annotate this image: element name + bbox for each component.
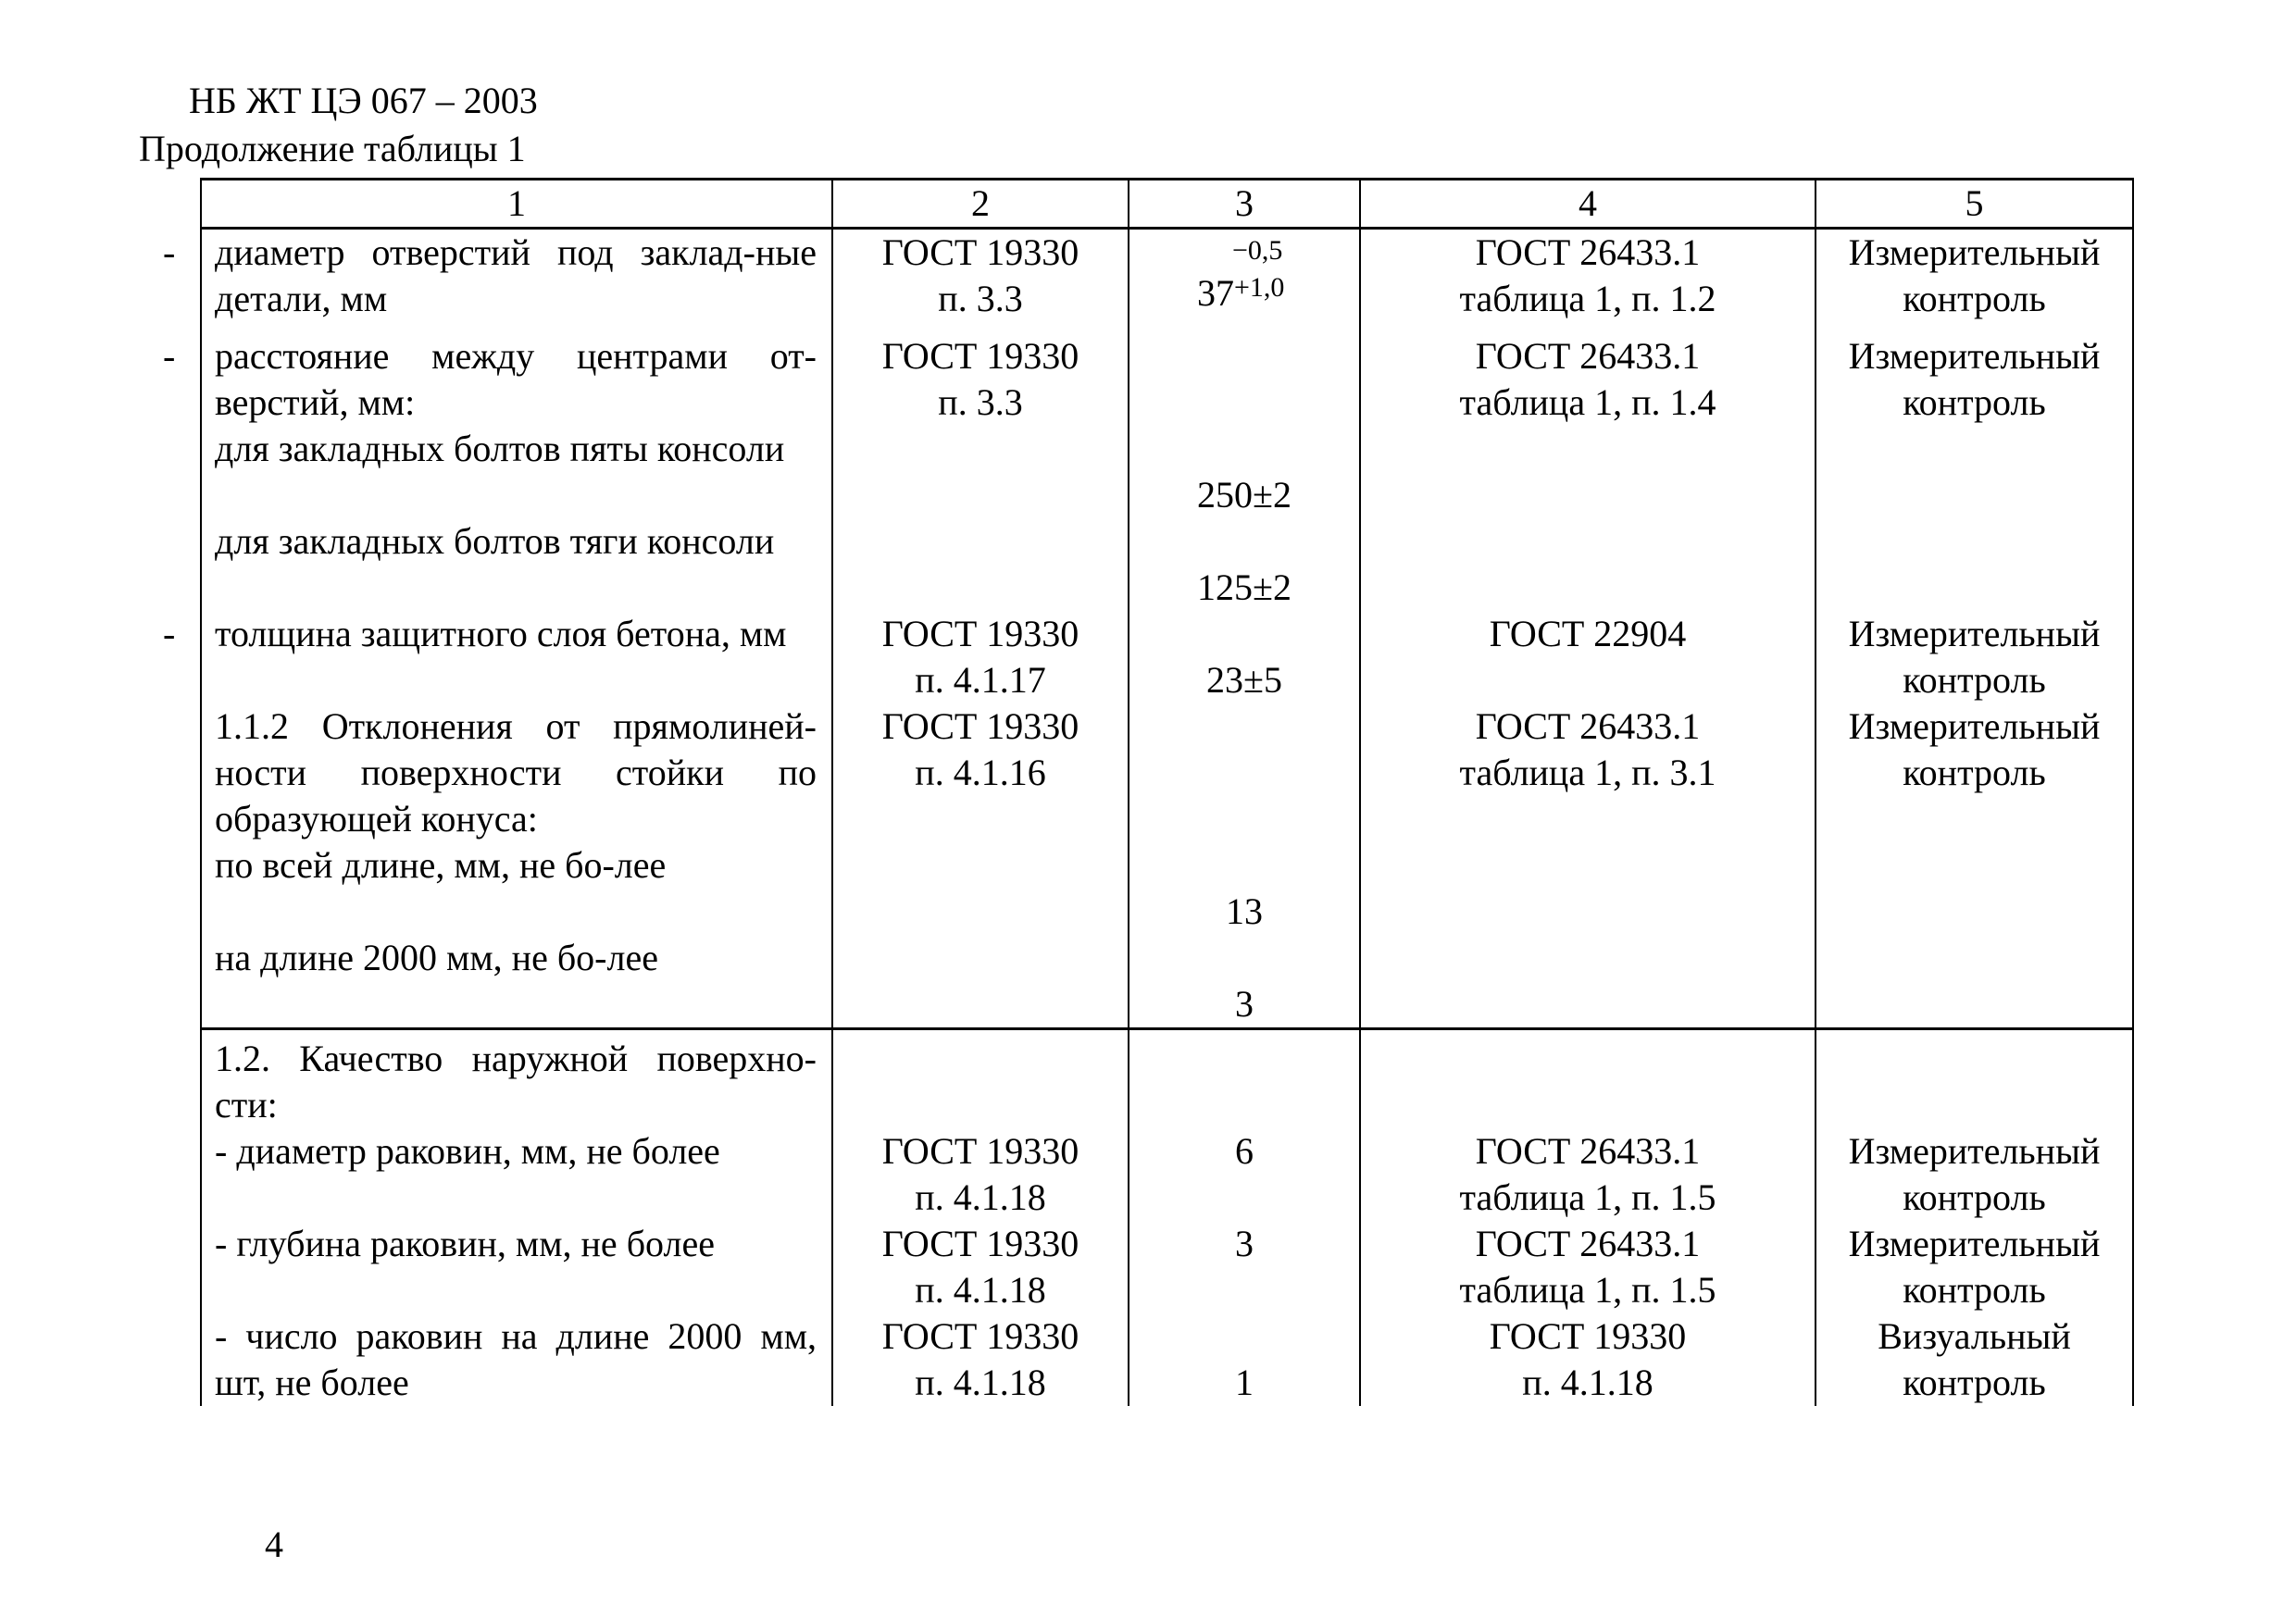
- control-type-cell: Визуальный контроль: [1816, 1313, 2133, 1406]
- value-cell: 23±5: [1129, 611, 1360, 703]
- value-cell: 125±2: [1129, 518, 1360, 611]
- value-cell: 3: [1129, 935, 1360, 1029]
- parameter-cell: 1.1.2 Отклонения от прямолиней-ности поверхности стойки по образующей конуса:: [201, 703, 832, 842]
- table-row: [201, 426, 2133, 518]
- tolerance-value: 37 −0,5 +1,0: [1197, 235, 1285, 314]
- table-row: [201, 229, 2133, 334]
- normative-doc-cell: ГОСТ 19330 п. 4.1.18: [832, 1221, 1129, 1313]
- value-cell: 13: [1129, 842, 1360, 935]
- control-type-cell: [1816, 935, 2133, 1029]
- table-row: [201, 1128, 2133, 1221]
- column-header: 2: [832, 180, 1129, 229]
- normative-doc-cell: ГОСТ 19330 п. 4.1.18: [832, 1313, 1129, 1406]
- parameter-cell: - число раковин на длине 2000 мм, шт, не более: [201, 1313, 832, 1406]
- requirements-table: [163, 178, 2134, 1406]
- normative-doc-cell: [832, 518, 1129, 611]
- parameter-cell: 1.2. Качество наружной поверхно-сти:: [201, 1029, 832, 1129]
- value-cell: [1129, 229, 1360, 334]
- value-cell: 3: [1129, 1221, 1360, 1313]
- value-cell: 250±2: [1129, 426, 1360, 518]
- control-type-cell: Измерительный контроль: [1816, 1221, 2133, 1313]
- control-type-cell: Измерительный контроль: [1816, 1128, 2133, 1221]
- parameter-cell: для закладных болтов тяги консоли: [201, 518, 832, 611]
- control-method-doc-cell: ГОСТ 26433.1 таблица 1, п. 3.1: [1360, 703, 1816, 842]
- table-row: [201, 1313, 2133, 1406]
- table-row: [201, 703, 2133, 842]
- control-method-doc-cell: ГОСТ 26433.1 таблица 1, п. 1.4: [1360, 333, 1816, 426]
- normative-doc-cell: [832, 935, 1129, 1029]
- table-row: [201, 842, 2133, 935]
- control-method-doc-cell: [1360, 935, 1816, 1029]
- parameter-cell: по всей длине, мм, не бо-лее: [201, 842, 832, 935]
- control-method-doc-cell: [1360, 1029, 1816, 1129]
- normative-doc-cell: ГОСТ 19330 п. 4.1.18: [832, 1128, 1129, 1221]
- control-method-doc-cell: ГОСТ 19330 п. 4.1.18: [1360, 1313, 1816, 1406]
- control-method-doc-cell: [1360, 518, 1816, 611]
- control-type-cell: [1816, 842, 2133, 935]
- control-method-doc-cell: [1360, 426, 1816, 518]
- control-type-cell: Измерительный контроль: [1816, 229, 2133, 334]
- control-type-cell: Измерительный контроль: [1816, 333, 2133, 426]
- control-type-cell: [1816, 1029, 2133, 1129]
- column-header: 3: [1129, 180, 1360, 229]
- normative-doc-cell: ГОСТ 19330 п. 4.1.17: [832, 611, 1129, 703]
- table-row: [201, 1221, 2133, 1313]
- column-header: 4: [1360, 180, 1816, 229]
- table-header-row: [201, 180, 2133, 229]
- normative-doc-cell: ГОСТ 19330 п. 3.3: [832, 229, 1129, 334]
- table-row: [201, 333, 2133, 426]
- parameter-cell: - диаметр отверстий под заклад-ные детали, мм: [201, 229, 832, 334]
- control-type-cell: Измерительный контроль: [1816, 611, 2133, 703]
- value-cell: 6: [1129, 1128, 1360, 1221]
- normative-doc-cell: ГОСТ 19330 п. 4.1.16: [832, 703, 1129, 842]
- control-method-doc-cell: ГОСТ 26433.1 таблица 1, п. 1.5: [1360, 1128, 1816, 1221]
- page-number: 4: [265, 1524, 283, 1565]
- table-row: [201, 1029, 2133, 1129]
- column-header: 1: [201, 180, 832, 229]
- parameter-cell: - расстояние между центрами от-верстий, мм:: [201, 333, 832, 426]
- document-code: НБ ЖТ ЦЭ 067 – 2003: [189, 80, 538, 121]
- table-row: [201, 518, 2133, 611]
- column-header: 5: [1816, 180, 2133, 229]
- normative-doc-cell: ГОСТ 19330 п. 3.3: [832, 333, 1129, 426]
- value-cell: 1: [1129, 1313, 1360, 1406]
- control-type-cell: [1816, 518, 2133, 611]
- table-row: [201, 935, 2133, 1029]
- control-type-cell: Измерительный контроль: [1816, 703, 2133, 842]
- control-type-cell: [1816, 426, 2133, 518]
- value-cell: [1129, 1029, 1360, 1129]
- control-method-doc-cell: ГОСТ 26433.1 таблица 1, п. 1.2: [1360, 229, 1816, 334]
- parameter-cell: для закладных болтов пяты консоли: [201, 426, 832, 518]
- normative-doc-cell: [832, 1029, 1129, 1129]
- control-method-doc-cell: ГОСТ 22904: [1360, 611, 1816, 703]
- value-cell: [1129, 333, 1360, 426]
- parameter-cell: - диаметр раковин, мм, не более: [201, 1128, 832, 1221]
- value-cell: [1129, 703, 1360, 842]
- table-caption: Продолжение таблицы 1: [139, 128, 526, 169]
- parameter-cell: - толщина защитного слоя бетона, мм: [201, 611, 832, 703]
- control-method-doc-cell: [1360, 842, 1816, 935]
- parameter-cell: - глубина раковин, мм, не более: [201, 1221, 832, 1313]
- table-row: [201, 611, 2133, 703]
- normative-doc-cell: [832, 426, 1129, 518]
- normative-doc-cell: [832, 842, 1129, 935]
- parameter-cell: на длине 2000 мм, не бо-лее: [201, 935, 832, 1029]
- control-method-doc-cell: ГОСТ 26433.1 таблица 1, п. 1.5: [1360, 1221, 1816, 1313]
